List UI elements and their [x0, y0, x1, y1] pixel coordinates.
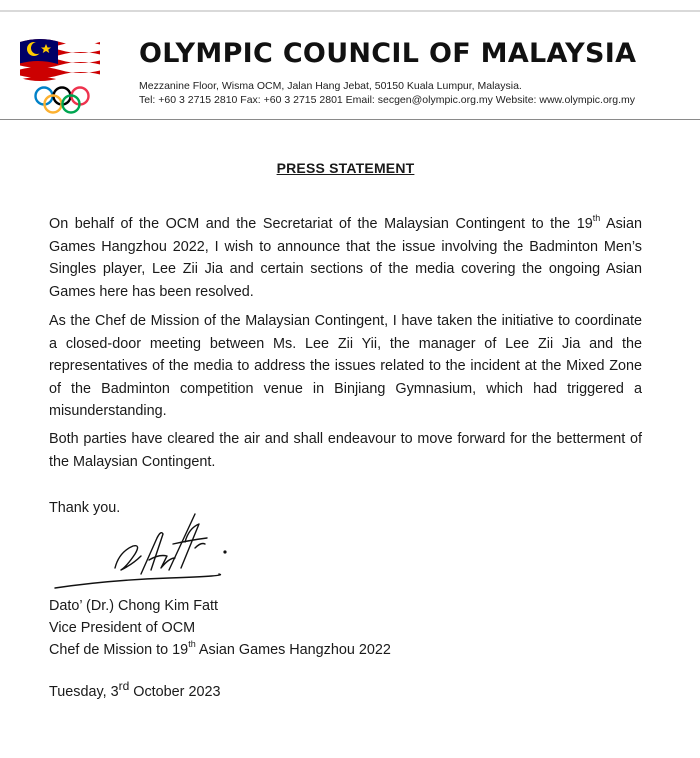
- signatory-name: Dato’ (Dr.) Chong Kim Fatt: [49, 598, 219, 614]
- header-divider: [0, 119, 700, 120]
- malaysia-flag-icon: [18, 34, 102, 88]
- statement-date: Tuesday, 3rd October 2023: [49, 679, 221, 700]
- olympic-rings-icon: [36, 88, 89, 113]
- organization-name: OLYMPIC COUNCIL OF MALAYSIA: [139, 38, 637, 69]
- ocm-logo-icon: [18, 34, 110, 126]
- signatory-role: Chef de Mission to 19th Asian Games Hangzhou 2022: [49, 639, 391, 658]
- paragraph-3: Both parties have cleared the air and shall endeavour to move forward for the betterment of the Malaysian Contingent.: [49, 431, 642, 470]
- letterhead: [0, 14, 700, 120]
- organization-contact: Tel: +60 3 2715 2810 Fax: +60 3 2715 2801 Email: secgen@olympic.org.my Website: www.olympic.org.my: [139, 94, 636, 106]
- paragraph-2: As the Chef de Mission of the Malaysian Contingent, I have taken the initiative to coordinate a closed-door meeting between Ms. Lee Zii Yii, the manager of Lee Zii Jia and the representatives of the media to address the issues related to the incident at the Mixed Zone of the Badminton competition venue in Binjiang Gymnasium, which had triggered a misunderstanding.: [49, 313, 642, 419]
- signatory-position: Vice President of OCM: [49, 620, 196, 636]
- paragraph-1: On behalf of the OCM and the Secretariat of the Malaysian Contingent to the 19th Asian Games Hangzhou 2022, I wish to announce that the issue involving the Badminton Men’s Singles player, Lee Zii Jia and certain sections of the media covering the ongoing Asian Games here has been resolved.: [49, 213, 642, 300]
- signature-icon: [49, 508, 249, 604]
- document-title: PRESS STATEMENT: [276, 160, 415, 176]
- closing-line: Thank you.: [49, 500, 121, 516]
- top-border: [0, 10, 700, 12]
- organization-address: Mezzanine Floor, Wisma OCM, Jalan Hang Jebat, 50150 Kuala Lumpur, Malaysia.: [139, 80, 522, 92]
